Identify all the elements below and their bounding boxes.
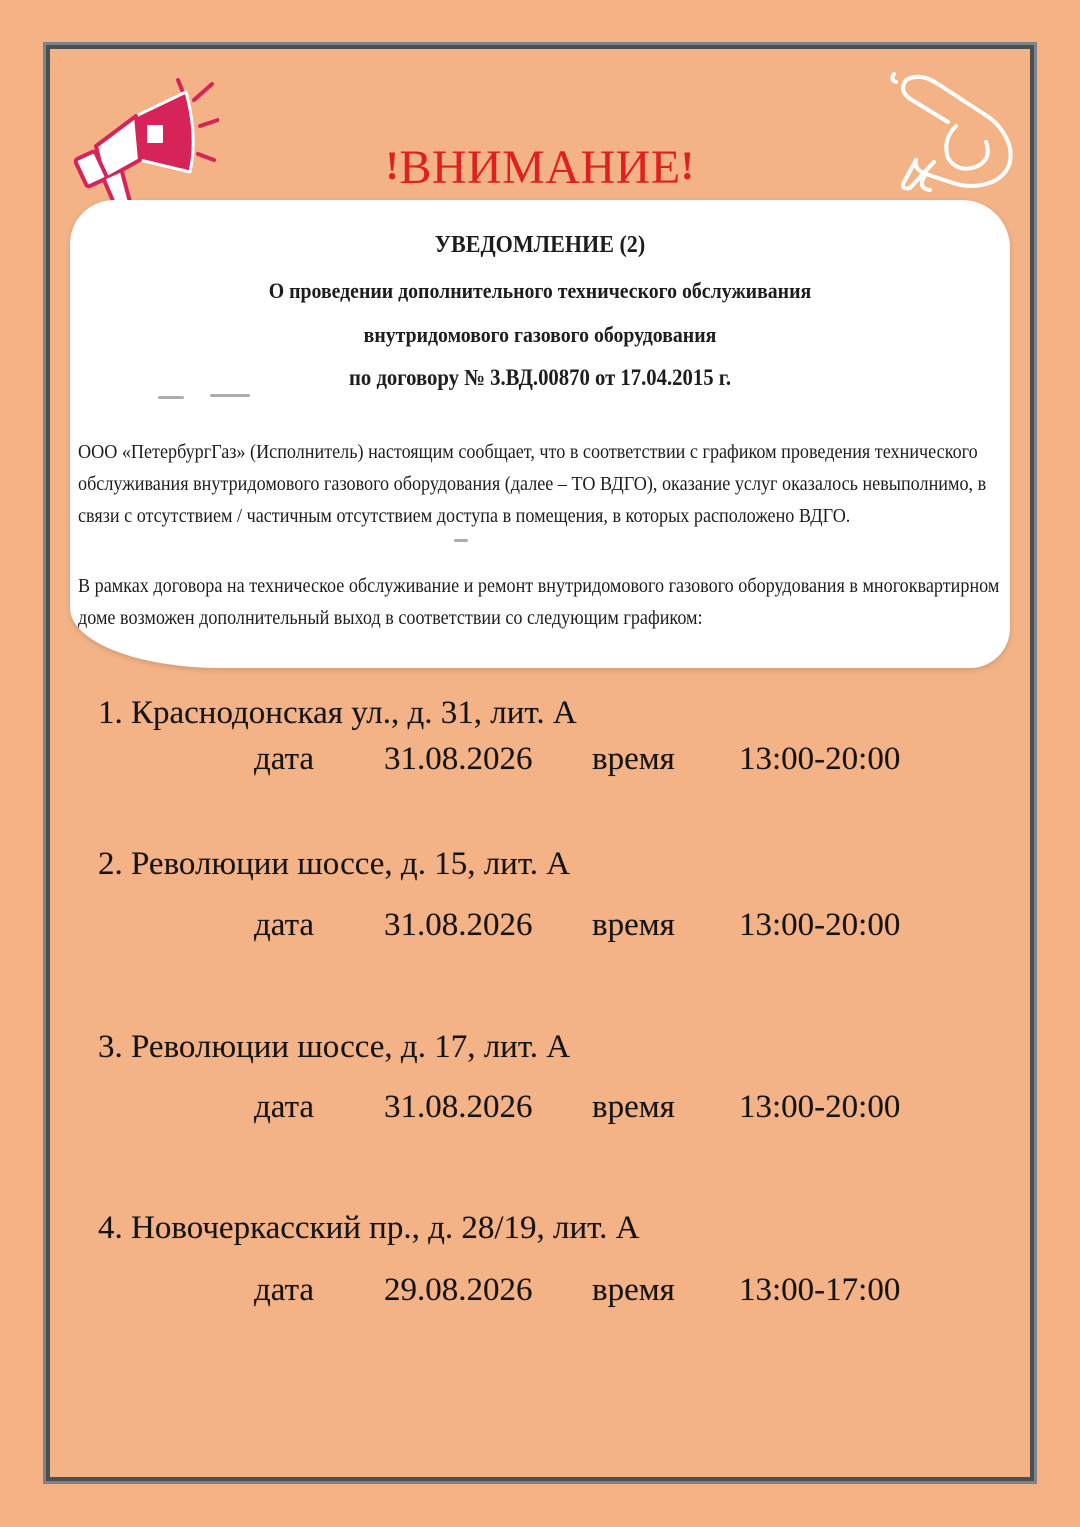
notice-paragraph-1-line: ООО «ПетербургГаз» (Исполнитель) настоящим сообщает, что в соответствии с графиком проведения технического	[78, 442, 978, 463]
scan-smudge	[210, 394, 250, 397]
scan-smudge	[454, 539, 468, 542]
time-label: время	[592, 907, 675, 943]
exclamation-right-icon: !	[680, 143, 695, 188]
notice-card	[70, 200, 1010, 668]
notice-subtitle-line-2: внутридомового газового оборудования	[363, 322, 717, 347]
attention-text: ВНИМАНИЕ	[399, 141, 681, 194]
time-value: 13:00-20:00	[739, 741, 901, 777]
date-label: дата	[254, 1272, 315, 1308]
time-label: время	[592, 1089, 675, 1125]
notice-subtitle-line-1: О проведении дополнительного технического обслуживания	[268, 278, 812, 303]
exclamation-left-icon: !	[385, 143, 400, 188]
time-label: время	[592, 741, 675, 777]
schedule-address: 2. Революции шоссе, д. 15, лит. А	[98, 846, 571, 882]
date-value: 31.08.2026	[384, 907, 533, 943]
time-value: 13:00-20:00	[739, 907, 901, 943]
notice-paragraph-2-line: В рамках договора на техническое обслуживание и ремонт внутридомового газового оборудования в многоквартирном	[78, 576, 1000, 597]
schedule-address: 3. Революции шоссе, д. 17, лит. А	[98, 1029, 571, 1065]
time-label: время	[592, 1272, 675, 1308]
notice-paragraph-1-line: связи с отсутствием / частичным отсутствием доступа в помещения, в которых расположено ВДГО.	[78, 506, 851, 527]
time-value: 13:00-20:00	[739, 1089, 901, 1125]
notice-title: УВЕДОМЛЕНИЕ (2)	[434, 232, 646, 258]
notice-paragraph-2-line: доме возможен дополнительный выход в соответствии со следующим графиком:	[78, 608, 703, 629]
schedule-address: 4. Новочеркасский пр., д. 28/19, лит. А	[98, 1210, 640, 1246]
schedule-address: 1. Краснодонская ул., д. 31, лит. А	[98, 695, 577, 731]
date-label: дата	[254, 741, 315, 777]
date-label: дата	[254, 907, 315, 943]
date-value: 31.08.2026	[384, 741, 533, 777]
notice-paragraph-1-line: обслуживания внутридомового газового оборудования (далее – ТО ВДГО), оказание услуг оказалось невыполнимо, в	[78, 474, 987, 495]
date-label: дата	[254, 1089, 315, 1125]
date-value: 31.08.2026	[384, 1089, 533, 1125]
scan-smudge	[158, 396, 184, 399]
attention-heading	[0, 140, 1080, 195]
notice-subtitle-line-3: по договору № 3.ВД.00870 от 17.04.2015 г.	[349, 365, 731, 390]
time-value: 13:00-17:00	[739, 1272, 901, 1308]
date-value: 29.08.2026	[384, 1272, 533, 1308]
